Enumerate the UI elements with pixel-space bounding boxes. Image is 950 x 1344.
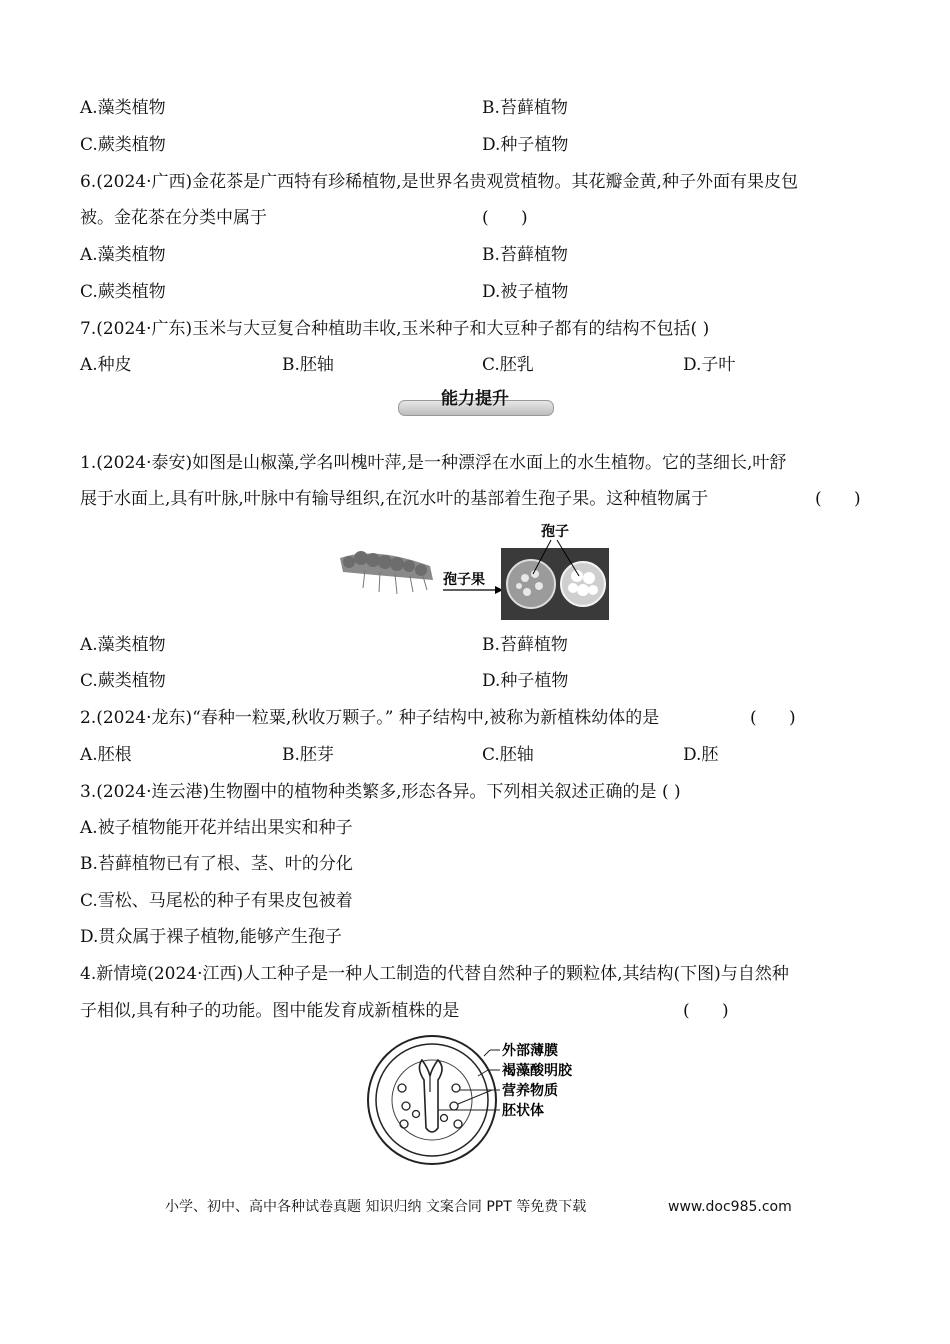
q5-option-b: B.苔藓植物 [482,98,568,118]
p1-stem-line1: 1.(2024·泰安)如图是山椒藻,学名叫槐叶萍,是一种漂浮在水面上的水生植物。它的茎细长,叶舒 [80,453,787,473]
p2-option-c: C.胚轴 [482,745,534,765]
artificial-seed-figure [360,1032,600,1168]
q5-option-c: C.蕨类植物 [80,135,166,155]
label-outer-membrane: 外部薄膜 [502,1043,558,1059]
p3-option-a: A.被子植物能开花并结出果实和种子 [80,818,353,838]
salvinia-figure [335,518,615,622]
sporocarp-label: 孢子果 [443,572,485,588]
q7-stem: 7.(2024·广东)玉米与大豆复合种植助丰收,玉米种子和大豆种子都有的结构不包括( ) [80,319,710,339]
p4-stem-line2: 子相似,具有种子的功能。图中能发育成新植株的是 [80,1001,460,1021]
inner-membrane-ring [376,1044,488,1156]
p4-stem-line1: 4.新情境(2024·江西)人工种子是一种人工制造的代替自然种子的颗粒体,其结构(下图)与自然种 [80,964,789,984]
outer-membrane-ring [368,1036,496,1164]
p2-answer-paren: ( ) [750,708,796,728]
embryoid-shape [419,1060,442,1132]
q5-option-d: D.种子植物 [482,135,569,155]
q7-option-d: D.子叶 [683,355,736,375]
q7-option-b: B.胚轴 [282,355,334,375]
q6-stem-line2: 被。金花茶在分类中属于 [80,208,267,228]
salvinia-plant-image [340,551,433,594]
footer-left: 小学、初中、高中各种试卷真题 知识归纳 文案合同 PPT 等免费下载 [165,1199,587,1215]
p3-stem: 3.(2024·连云港)生物圈中的植物种类繁多,形态各异。下列相关叙述正确的是 ( ) [80,782,681,802]
q7-option-c: C.胚乳 [482,355,534,375]
p2-option-a: A.胚根 [80,745,132,765]
p3-option-d: D.贯众属于裸子植物,能够产生孢子 [80,927,342,947]
label-embryoid: 胚状体 [502,1103,544,1119]
q6-option-c: C.蕨类植物 [80,282,166,302]
p1-option-c: C.蕨类植物 [80,671,166,691]
p1-stem-line2: 展于水面上,具有叶脉,叶脉中有输导组织,在沉水叶的基部着生孢子果。这种植物属于 [80,489,709,509]
p2-stem: 2.(2024·龙东)“春种一粒粟,秋收万颗子。” 种子结构中,被称为新植株幼体的是 [80,708,660,728]
spore-label: 孢子 [541,524,569,540]
p1-option-a: A.藻类植物 [80,635,166,655]
label-alginate-gel: 褐藻酸明胶 [502,1063,572,1079]
p3-option-b: B.苔藓植物已有了根、茎、叶的分化 [80,854,353,874]
p2-option-d: D.胚 [683,745,719,765]
p4-answer-paren: ( ) [683,1001,729,1021]
q7-option-a: A.种皮 [80,355,132,375]
p2-option-b: B.胚芽 [282,745,334,765]
label-nutrients: 营养物质 [502,1083,558,1099]
section-banner [398,388,552,416]
q6-answer-paren: ( ) [482,208,528,228]
p1-option-d: D.种子植物 [482,671,569,691]
q6-option-b: B.苔藓植物 [482,245,568,265]
footer-url[interactable]: www.doc985.com [668,1199,792,1215]
q6-option-a: A.藻类植物 [80,245,166,265]
q6-option-d: D.被子植物 [482,282,569,302]
p1-option-b: B.苔藓植物 [482,635,568,655]
q6-stem-line1: 6.(2024·广西)金花茶是广西特有珍稀植物,是世界名贵观赏植物。其花瓣金黄,种子外面有果皮包 [80,172,798,192]
q5-option-a: A.藻类植物 [80,98,166,118]
p3-option-c: C.雪松、马尾松的种子有果皮包被着 [80,891,353,911]
section-title: 能力提升 [441,389,509,409]
p1-answer-paren: ( ) [815,489,861,509]
